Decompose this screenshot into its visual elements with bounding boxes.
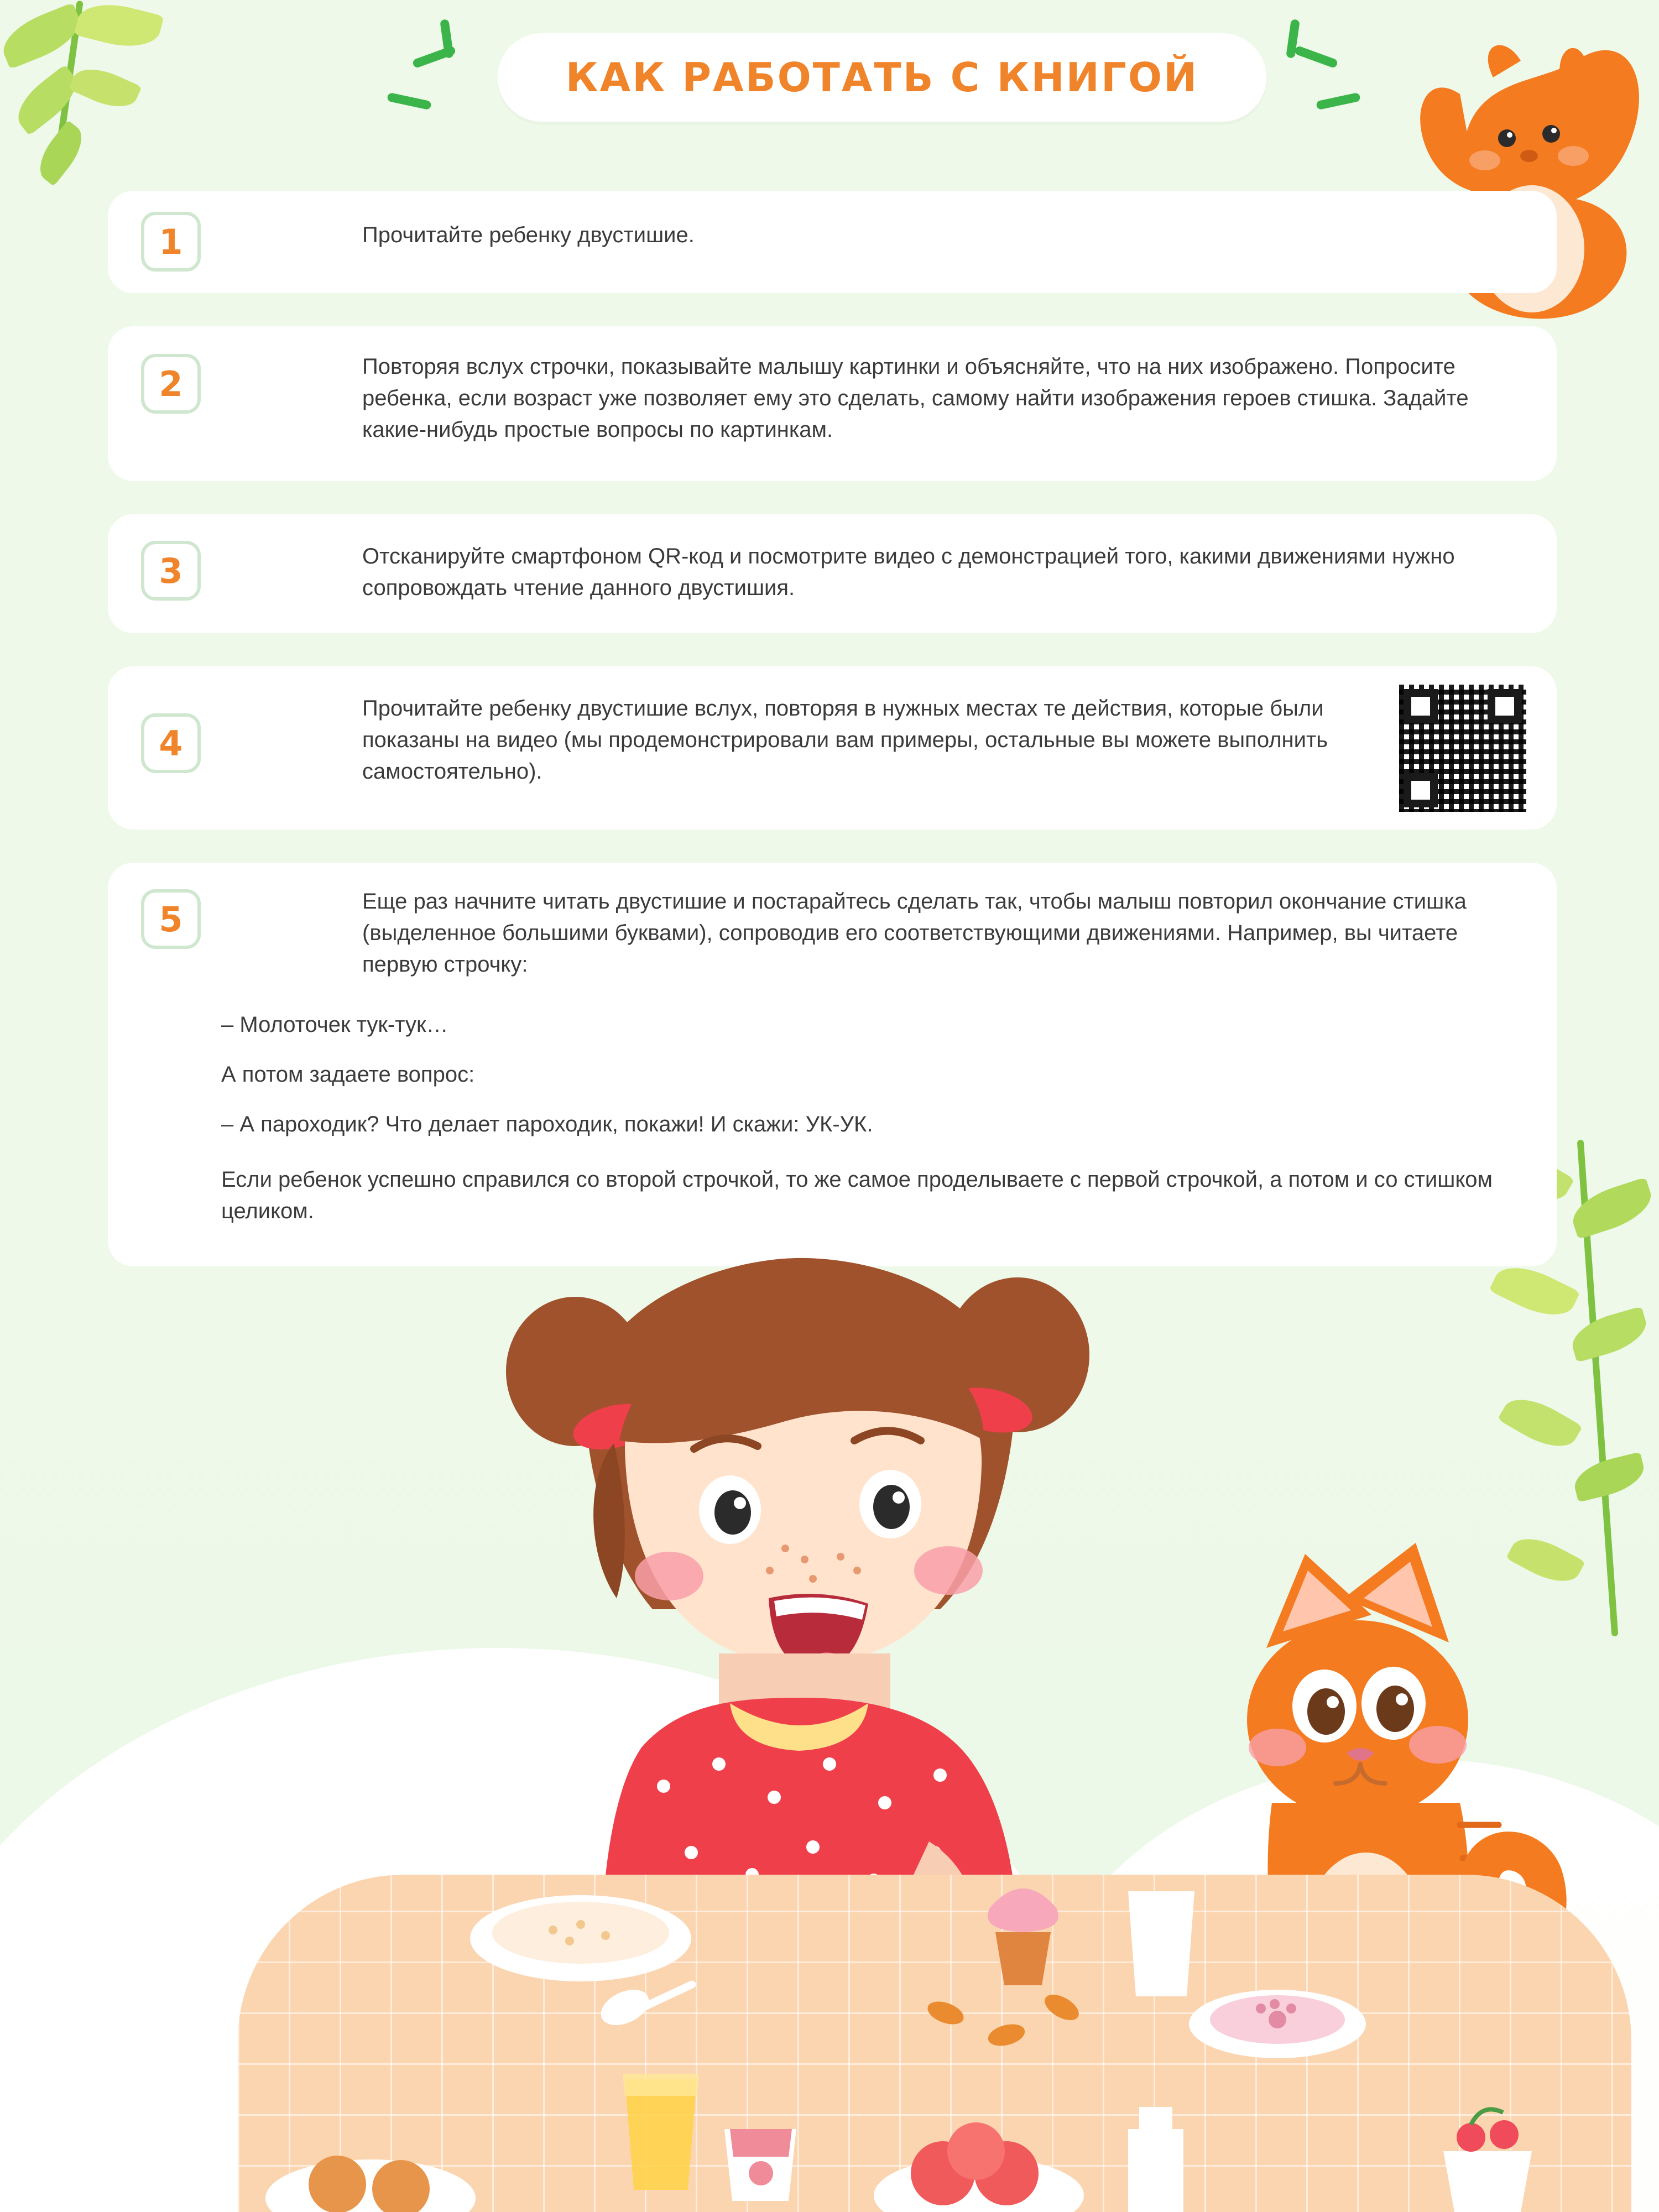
step-text-5: Еще раз начните читать двустишие и постарайтесь сделать так, чтобы малыш повторил окончание стишка (выделенное большими буквами), сопроводив его соответствующими движениями. Например, вы читаете первую строчку: xyxy=(362,889,1467,977)
step-5-line-3: – А пароходик? Что делает пароходик, покажи! И скажи: УК-УК. xyxy=(221,1112,873,1136)
step-text-4: Прочитайте ребенку двустишие вслух, повторяя в нужных местах те действия, которые были показаны на видео (мы продемонстрировали вам примеры, остальные вы можете выполнить самостоятельно). xyxy=(362,696,1328,784)
step-number-box-5 xyxy=(141,889,201,949)
step-text-2: Повторяя вслух строчки, показывайте малышу картинки и объясняйте, что на них изображено. Попросите ребенка, если возраст уже позволяет ему это сделать, самому найти изображения героев стишка. Задайте какие-нибудь простые вопросы по картинкам. xyxy=(362,354,1469,442)
step-5-line-1: – Молоточек тук-тук… xyxy=(221,1013,448,1037)
step-5-line-4: Если ребенок успешно справился со второй строчкой, то же самое проделываете с первой строчкой, а потом и со стишком целиком. xyxy=(221,1167,1493,1223)
step-5-line-2: А потом задаете вопрос: xyxy=(221,1062,475,1087)
step-number-3: 3 xyxy=(159,550,183,591)
step-number-2: 2 xyxy=(159,363,183,404)
step-number-1: 1 xyxy=(159,221,183,262)
step-number-5: 5 xyxy=(159,899,183,940)
step-number-box-3 xyxy=(141,541,201,601)
page-title-text: КАК РАБОТАТЬ С КНИГОЙ xyxy=(565,54,1199,101)
step-text-1: Прочитайте ребенку двустишие. xyxy=(362,223,695,247)
step-number-4: 4 xyxy=(159,723,183,764)
step-card-4 xyxy=(108,666,1557,830)
step-text-3: Отсканируйте смартфоном QR-код и посмотрите видео с демонстрацией того, какими движениями нужно сопровождать чтение данного двустишия. xyxy=(362,544,1455,600)
step-number-box-4 xyxy=(141,713,201,773)
step-card-3 xyxy=(108,514,1557,633)
step-number-box-2 xyxy=(141,354,201,414)
step-card-2 xyxy=(108,326,1557,481)
step-number-box-1 xyxy=(141,212,201,272)
qr-code[interactable] xyxy=(1399,685,1526,812)
page-title xyxy=(498,33,1266,122)
step-card-1 xyxy=(108,191,1557,293)
